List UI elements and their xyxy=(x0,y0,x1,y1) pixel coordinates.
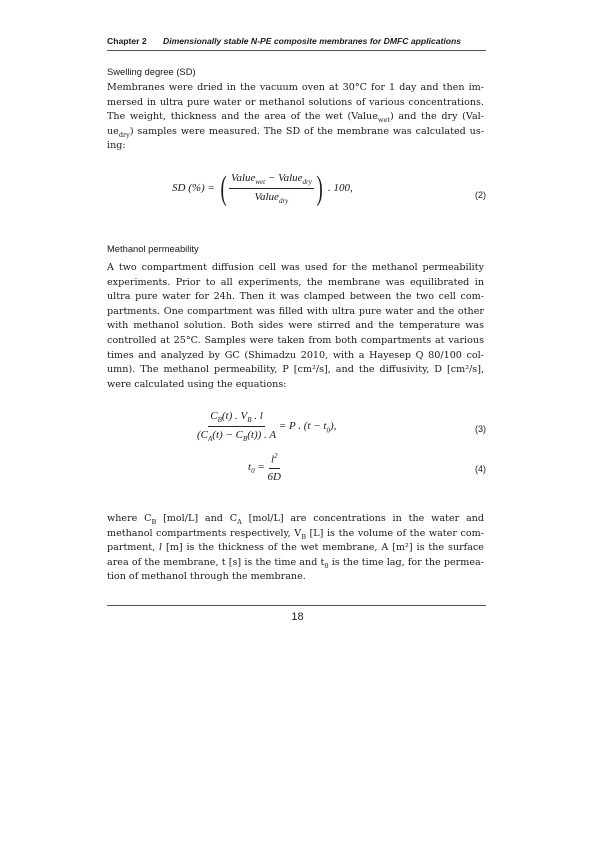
text-run: where C xyxy=(107,513,152,524)
subscript: B xyxy=(301,532,306,541)
equation-number-2: (2) xyxy=(475,190,486,200)
paragraph-swelling xyxy=(107,81,484,154)
text-run: (t) − C xyxy=(212,429,243,442)
eq3-denominator xyxy=(197,427,276,443)
text-run: Value xyxy=(254,191,279,204)
text-run: is the time lag, for the permea-tion of methanol through the membrane. xyxy=(107,556,484,583)
subscript: B xyxy=(247,416,252,425)
text-run: (t) . V xyxy=(221,410,248,422)
text-run: C xyxy=(210,410,218,422)
subscript: A xyxy=(208,435,213,444)
text-run: (t)) . A xyxy=(247,429,277,442)
eq4-denominator: 6D xyxy=(267,470,281,483)
eq2-fraction xyxy=(229,172,314,205)
text-run: = xyxy=(254,460,268,473)
paragraph-variables xyxy=(107,512,484,585)
text-run: [L] is the volume of the water com-partment, xyxy=(107,527,484,554)
eq2-lhs: SD (%) = xyxy=(172,182,215,195)
italic-symbol: l xyxy=(159,542,163,554)
text-run: Value xyxy=(278,172,303,184)
subscript: B xyxy=(242,435,248,444)
subscript: dry xyxy=(278,197,289,206)
paragraph-permeability: A two compartment diffusion cell was used for the methanol permeability experiments. Prior to all experiments, the membrane was equilibrated in ultra pure water for 24h. Then it was clamped between the two cell com-partments. One compartment was filled with ultra pure water and the other with methanol solution. Both sides were stirred and the temperature was controlled at 25°C. Samples were taken from both compartments at various times and analyzed by GC (Shimadzu 2010, with a Hayesep Q 80/100 col-umn). The methanol permeability, P [cm²/s], and the diffusivity, D [cm²/s], were calculated using the equations: xyxy=(107,262,484,390)
left-paren: ( xyxy=(220,169,227,207)
eq3-rhs: = P . (t − t xyxy=(278,420,327,433)
subscript: 0 xyxy=(324,561,329,570)
text-run: Membranes were dried in the vacuum oven at 30°C for 1 day and then im-mersed in ultra pure water or methanol solutions of various concentrations. The weight, thickness and the area of the wet (Value xyxy=(107,82,484,123)
eq4-fraction xyxy=(268,452,281,483)
footer-rule xyxy=(107,605,486,606)
text-run: (C xyxy=(197,429,208,442)
equation-number-3: (3) xyxy=(475,424,486,434)
right-paren: ) xyxy=(316,169,323,207)
subscript: A xyxy=(237,517,242,526)
page-number: 18 xyxy=(291,611,304,623)
text-run: − xyxy=(265,172,279,184)
header-rule xyxy=(107,50,486,51)
superscript: 2 xyxy=(274,452,278,460)
section-heading-permeability: Methanol permeability xyxy=(107,243,199,254)
text-run: l xyxy=(270,453,274,466)
subscript: B xyxy=(217,416,222,425)
equation-4 xyxy=(248,452,281,483)
text-run: ) and the dry (Val-ue xyxy=(107,111,484,137)
text-run: [mol/L] are concentrations in the water and methanol compartments respectively, V xyxy=(107,513,484,539)
subscript: wet xyxy=(377,116,390,125)
chapter-title: Dimensionally stable N-PE composite membranes for DMFC applications xyxy=(163,36,462,46)
subscript: 0 xyxy=(251,467,255,476)
text-run: ), xyxy=(329,420,337,433)
subscript: B xyxy=(151,517,157,526)
eq4-lhs: t xyxy=(248,460,252,473)
section-heading-swelling: Swelling degree (SD) xyxy=(107,66,196,77)
subscript: wet xyxy=(255,178,266,187)
equation-number-4: (4) xyxy=(475,464,486,474)
equation-2 xyxy=(172,169,353,207)
eq2-denominator xyxy=(255,189,289,205)
eq4-numerator xyxy=(269,452,280,469)
subscript: dry xyxy=(118,130,130,139)
text-run: Value xyxy=(230,172,256,184)
running-header xyxy=(107,36,485,46)
text-run: [mol/L] and C xyxy=(156,513,238,524)
text-run: . l xyxy=(251,410,263,422)
eq3-fraction xyxy=(197,410,276,443)
eq2-tail: . 100, xyxy=(327,182,353,195)
eq3-numerator xyxy=(208,410,265,427)
text-run: [m] is the thickness of the wet membrane, A [m²] is the surface area of the membrane, t [s] is the time and t xyxy=(107,542,484,568)
subscript: 0 xyxy=(326,426,330,435)
subscript: dry xyxy=(302,178,312,187)
eq2-numerator xyxy=(229,172,314,189)
chapter-label: Chapter 2 xyxy=(107,36,147,46)
equation-3 xyxy=(197,410,336,443)
text-run: ) samples were measured. The SD of the membrane was calculated us-ing: xyxy=(107,125,484,152)
